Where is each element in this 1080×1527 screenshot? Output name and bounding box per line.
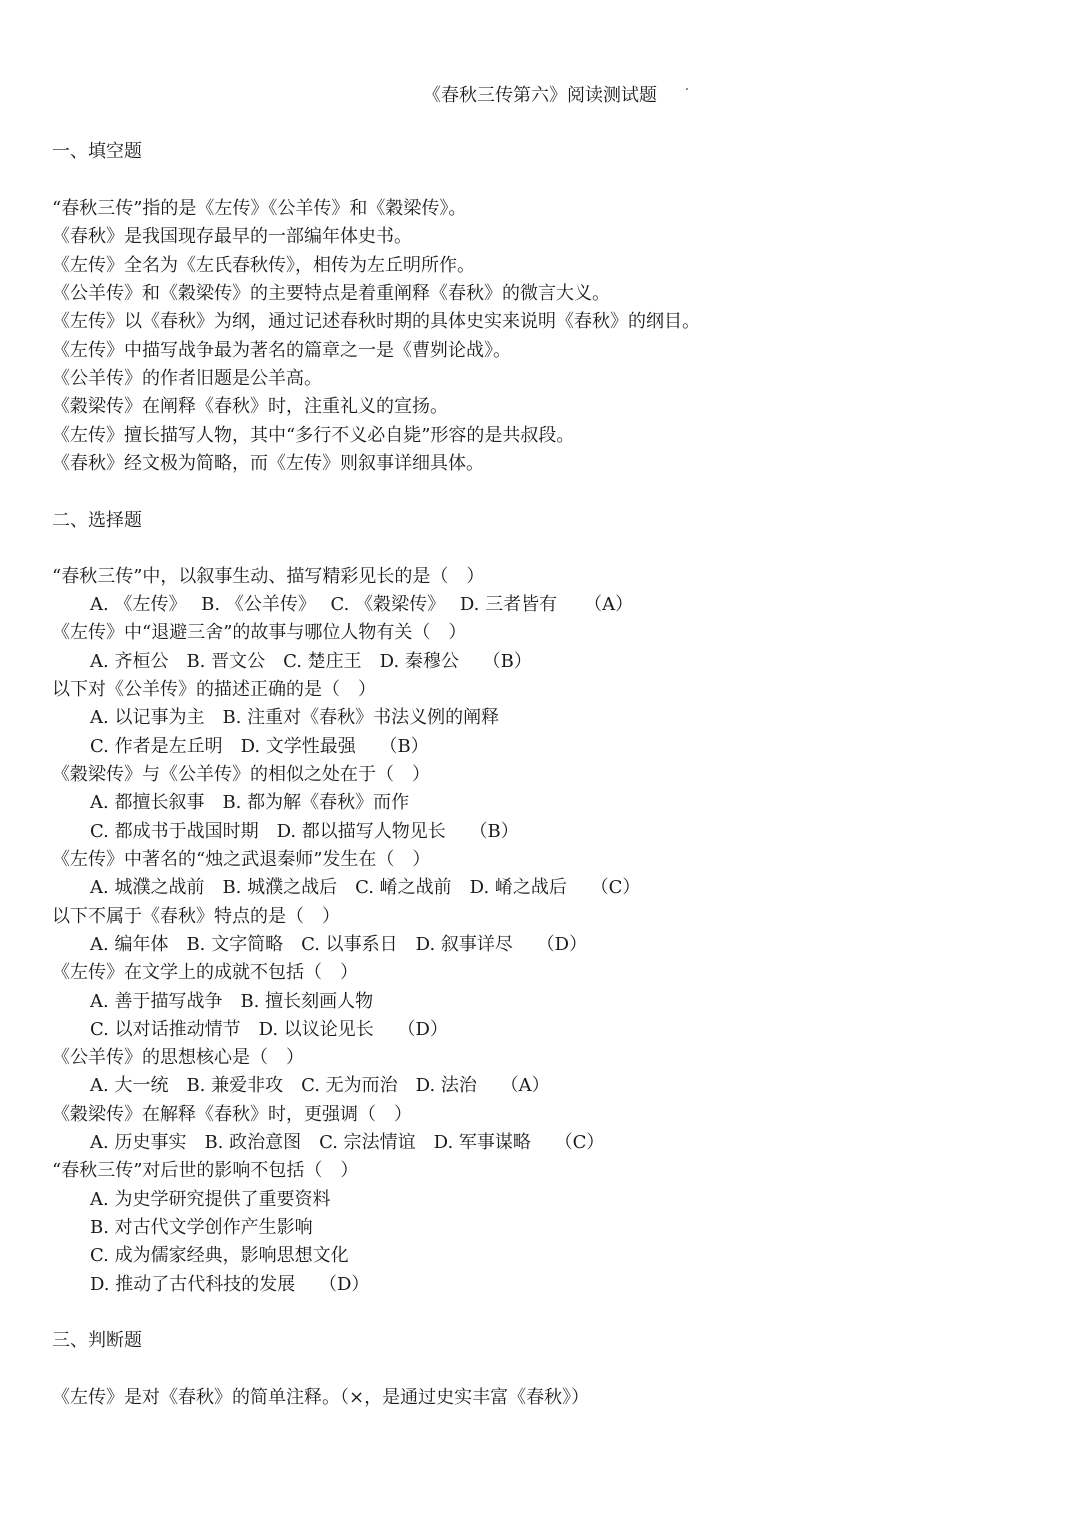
choice-options: A. 城濮之战前 B. 城濮之战后 C. 崤之战前 D. 崤之战后 （C） [90,877,641,898]
stray-mark [686,88,688,90]
choice-options: C. 以对话推动情节 D. 以议论见长 （D） [90,1019,448,1040]
choice-question: 《穀梁传》在解释《春秋》时，更强调（ ） [52,1104,412,1125]
choice-question: 《公羊传》的思想核心是（ ） [52,1047,304,1068]
choice-options: A. 以记事为主 B. 注重对《春秋》书法义例的阐释 [90,707,500,728]
choice-options: A. 《左传》 B. 《公羊传》 C. 《穀梁传》 D. 三者皆有 （A） [90,594,634,615]
choice-options: C. 都成书于战国时期 D. 都以描写人物见长 （B） [90,821,519,842]
fill-item: 《左传》以《春秋》为纲，通过记述春秋时期的具体史实来说明《春秋》的纲目。 [52,311,700,332]
fill-item: 《穀梁传》在阐释《春秋》时，注重礼义的宣扬。 [52,396,448,417]
choice-question: 《穀梁传》与《公羊传》的相似之处在于（ ） [52,764,430,785]
choice-question: 《左传》在文学上的成就不包括（ ） [52,962,358,983]
choice-options: B. 对古代文学创作产生影响 [90,1217,313,1238]
choice-options: A. 善于描写战争 B. 擅长刻画人物 [90,991,374,1012]
choice-options: A. 齐桓公 B. 晋文公 C. 楚庄王 D. 秦穆公 （B） [90,651,532,672]
fill-item: 《公羊传》和《穀梁传》的主要特点是着重阐释《春秋》的微言大义。 [52,283,610,304]
fill-item: 《左传》全名为《左氏春秋传》，相传为左丘明所作。 [52,255,475,276]
choice-question: 《左传》中“退避三舍”的故事与哪位人物有关（ ） [52,622,467,643]
section-heading-judge: 三、判断题 [52,1330,142,1351]
choice-question: “春秋三传”对后世的影响不包括（ ） [52,1160,359,1181]
choice-question: “春秋三传”中，以叙事生动、描写精彩见长的是（ ） [52,566,485,587]
fill-item: 《公羊传》的作者旧题是公羊高。 [52,368,322,389]
fill-item: 《春秋》经文极为简略，而《左传》则叙事详细具体。 [52,453,484,474]
fill-item: 《春秋》是我国现存最早的一部编年体史书。 [52,226,412,247]
choice-options: A. 编年体 B. 文字简略 C. 以事系日 D. 叙事详尽 （D） [90,934,588,955]
choice-options: D. 推动了古代科技的发展 （D） [90,1274,370,1295]
section-heading-fill: 一、填空题 [52,141,142,162]
choice-options: A. 都擅长叙事 B. 都为解《春秋》而作 [90,792,410,813]
choice-options: A. 历史事实 B. 政治意图 C. 宗法情谊 D. 军事谋略 （C） [90,1132,605,1153]
choice-question: 以下对《公羊传》的描述正确的是（ ） [52,679,376,700]
section-heading-choice: 二、选择题 [52,510,142,531]
document-title: 《春秋三传第六》阅读测试题 [423,85,657,106]
choice-question: 《左传》中著名的“烛之武退秦师”发生在（ ） [52,849,431,870]
choice-options: A. 为史学研究提供了重要资料 [90,1189,331,1210]
choice-options: C. 成为儒家经典，影响思想文化 [90,1245,349,1266]
choice-question: 以下不属于《春秋》特点的是（ ） [52,906,340,927]
fill-item: “春秋三传”指的是《左传》《公羊传》和《穀梁传》。 [52,198,467,219]
fill-item: 《左传》中描写战争最为著名的篇章之一是《曹刿论战》。 [52,340,511,361]
choice-options: C. 作者是左丘明 D. 文学性最强 （B） [90,736,429,757]
judge-item: 《左传》是对《春秋》的简单注释。（×，是通过史实丰富《春秋》） [52,1387,590,1408]
fill-item: 《左传》擅长描写人物，其中“多行不义必自毙”形容的是共叔段。 [52,425,575,446]
choice-options: A. 大一统 B. 兼爱非攻 C. 无为而治 D. 法治 （A） [90,1075,550,1096]
